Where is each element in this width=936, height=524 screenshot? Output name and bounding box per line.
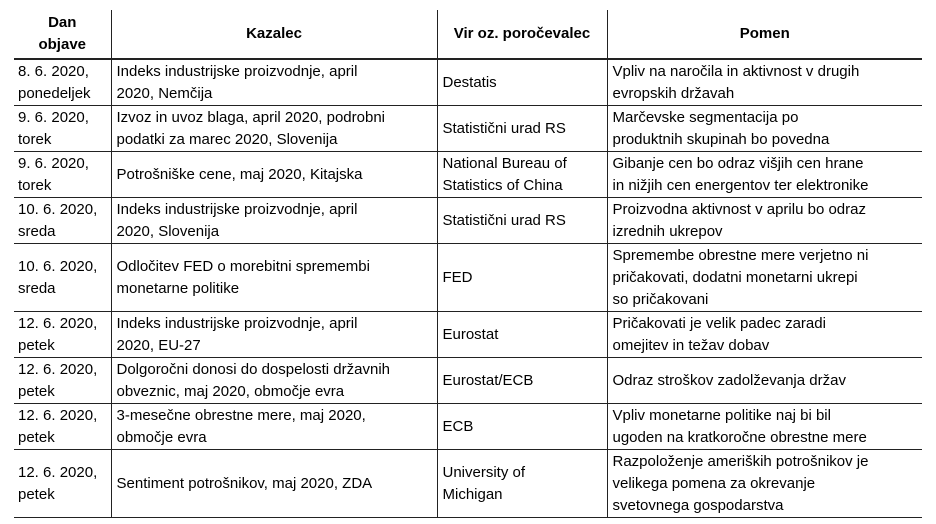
meaning-line: ugoden na kratkoročne obrestne mere xyxy=(612,429,867,446)
table-row xyxy=(14,404,922,450)
indicator-line: Potrošniške cene, maj 2020, Kitajska xyxy=(116,166,363,183)
header-meaning: Pomen xyxy=(607,10,922,59)
meaning-line: Razpoloženje ameriških potrošnikov je xyxy=(612,453,869,470)
source-line: Destatis xyxy=(442,74,497,91)
cell-date xyxy=(14,450,111,518)
date-line: 8. 6. 2020, xyxy=(18,63,89,80)
indicator-line: 2020, EU-27 xyxy=(116,337,201,354)
meaning-line: pričakovati, dodatni monetarni ukrepi xyxy=(612,269,858,286)
table-row xyxy=(14,312,922,358)
table-row xyxy=(14,59,922,106)
cell-indicator xyxy=(111,106,437,152)
date-line: 12. 6. 2020, xyxy=(18,407,98,424)
indicator-line: Indeks industrijske proizvodnje, april xyxy=(116,201,358,218)
table-row xyxy=(14,450,922,518)
meaning-line: omejitev in težav dobav xyxy=(612,337,770,354)
meaning-line: Vpliv na naročila in aktivnost v drugih xyxy=(612,63,860,80)
indicator-line: Izvoz in uvoz blaga, april 2020, podrobni xyxy=(116,109,386,126)
cell-date xyxy=(14,244,111,312)
cell-source xyxy=(437,152,607,198)
date-line: 12. 6. 2020, xyxy=(18,464,98,481)
meaning-line: izrednih ukrepov xyxy=(612,223,723,240)
cell-source xyxy=(437,198,607,244)
meaning-line: Proizvodna aktivnost v aprilu bo odraz xyxy=(612,201,866,218)
header-date-line2: objave xyxy=(38,36,87,53)
cell-source xyxy=(437,450,607,518)
meaning-line: Pričakovati je velik padec zaradi xyxy=(612,315,826,332)
date-line: petek xyxy=(18,383,55,400)
indicator-line: podatki za marec 2020, Slovenija xyxy=(116,131,338,148)
indicator-line: 2020, Nemčija xyxy=(116,85,213,102)
source-line: University of xyxy=(442,464,526,481)
cell-meaning xyxy=(607,450,922,518)
source-line: Eurostat xyxy=(442,326,499,343)
cell-indicator xyxy=(111,59,437,106)
indicator-line: območje evra xyxy=(116,429,207,446)
release-calendar-table xyxy=(14,10,922,518)
date-line: sreda xyxy=(18,223,56,240)
cell-source xyxy=(437,404,607,450)
table-row xyxy=(14,106,922,152)
cell-indicator xyxy=(111,358,437,404)
date-line: ponedeljek xyxy=(18,85,91,102)
cell-meaning xyxy=(607,312,922,358)
date-line: petek xyxy=(18,337,55,354)
cell-source xyxy=(437,106,607,152)
header-row xyxy=(14,10,922,59)
indicator-line: obveznic, maj 2020, območje evra xyxy=(116,383,345,400)
cell-source xyxy=(437,312,607,358)
date-line: petek xyxy=(18,429,55,446)
cell-source xyxy=(437,358,607,404)
indicator-line: Dolgoročni donosi do dospelosti državnih xyxy=(116,361,391,378)
meaning-line: Odraz stroškov zadolževanja držav xyxy=(612,372,846,389)
meaning-line: Spremembe obrestne mere verjetno ni xyxy=(612,247,869,264)
cell-meaning xyxy=(607,244,922,312)
indicator-line: Odločitev FED o morebitni spremembi xyxy=(116,258,370,275)
cell-indicator xyxy=(111,244,437,312)
cell-date xyxy=(14,358,111,404)
indicator-line: Sentiment potrošnikov, maj 2020, ZDA xyxy=(116,475,373,492)
date-line: 10. 6. 2020, xyxy=(18,201,98,218)
meaning-line: so pričakovani xyxy=(612,291,709,308)
table-row xyxy=(14,198,922,244)
source-line: ECB xyxy=(442,418,474,435)
cell-date xyxy=(14,152,111,198)
cell-indicator xyxy=(111,198,437,244)
cell-meaning xyxy=(607,198,922,244)
date-line: sreda xyxy=(18,280,56,297)
source-line: FED xyxy=(442,269,473,286)
meaning-line: in nižjih cen energentov ter elektronike xyxy=(612,177,869,194)
meaning-line: Marčevske segmentacija po xyxy=(612,109,799,126)
meaning-line: evropskih državah xyxy=(612,85,735,102)
cell-meaning xyxy=(607,59,922,106)
meaning-line: Vpliv monetarne politike naj bi bil xyxy=(612,407,831,424)
date-line: 9. 6. 2020, xyxy=(18,109,89,126)
indicator-line: monetarne politike xyxy=(116,280,240,297)
meaning-line: Gibanje cen bo odraz višjih cen hrane xyxy=(612,155,864,172)
cell-indicator xyxy=(111,152,437,198)
indicator-line: 3-mesečne obrestne mere, maj 2020, xyxy=(116,407,366,424)
indicator-line: Indeks industrijske proizvodnje, april xyxy=(116,315,358,332)
date-line: torek xyxy=(18,177,52,194)
indicator-line: 2020, Slovenija xyxy=(116,223,220,240)
header-date-line1: Dan xyxy=(48,14,77,31)
cell-date xyxy=(14,59,111,106)
cell-indicator xyxy=(111,404,437,450)
header-indicator: Kazalec xyxy=(111,10,437,59)
date-line: 12. 6. 2020, xyxy=(18,315,98,332)
table-row xyxy=(14,244,922,312)
meaning-line: produktnih skupinah bo povedna xyxy=(612,131,830,148)
cell-source xyxy=(437,59,607,106)
cell-meaning xyxy=(607,106,922,152)
date-line: petek xyxy=(18,486,55,503)
date-line: torek xyxy=(18,131,52,148)
source-line: National Bureau of xyxy=(442,155,567,172)
date-line: 10. 6. 2020, xyxy=(18,258,98,275)
date-line: 12. 6. 2020, xyxy=(18,361,98,378)
cell-source xyxy=(437,244,607,312)
header-date xyxy=(14,10,111,59)
cell-meaning xyxy=(607,404,922,450)
meaning-line: svetovnega gospodarstva xyxy=(612,497,784,514)
source-line: Statistics of China xyxy=(442,177,563,194)
cell-date xyxy=(14,312,111,358)
meaning-line: velikega pomena za okrevanje xyxy=(612,475,816,492)
table-row xyxy=(14,152,922,198)
table-row xyxy=(14,358,922,404)
indicator-line: Indeks industrijske proizvodnje, april xyxy=(116,63,358,80)
cell-indicator xyxy=(111,312,437,358)
source-line: Eurostat/ECB xyxy=(442,372,534,389)
cell-date xyxy=(14,106,111,152)
cell-indicator xyxy=(111,450,437,518)
source-line: Michigan xyxy=(442,486,503,503)
header-source: Vir oz. poročevalec xyxy=(437,10,607,59)
source-line: Statistični urad RS xyxy=(442,120,566,137)
date-line: 9. 6. 2020, xyxy=(18,155,89,172)
cell-meaning xyxy=(607,358,922,404)
cell-date xyxy=(14,404,111,450)
cell-date xyxy=(14,198,111,244)
source-line: Statistični urad RS xyxy=(442,212,566,229)
cell-meaning xyxy=(607,152,922,198)
